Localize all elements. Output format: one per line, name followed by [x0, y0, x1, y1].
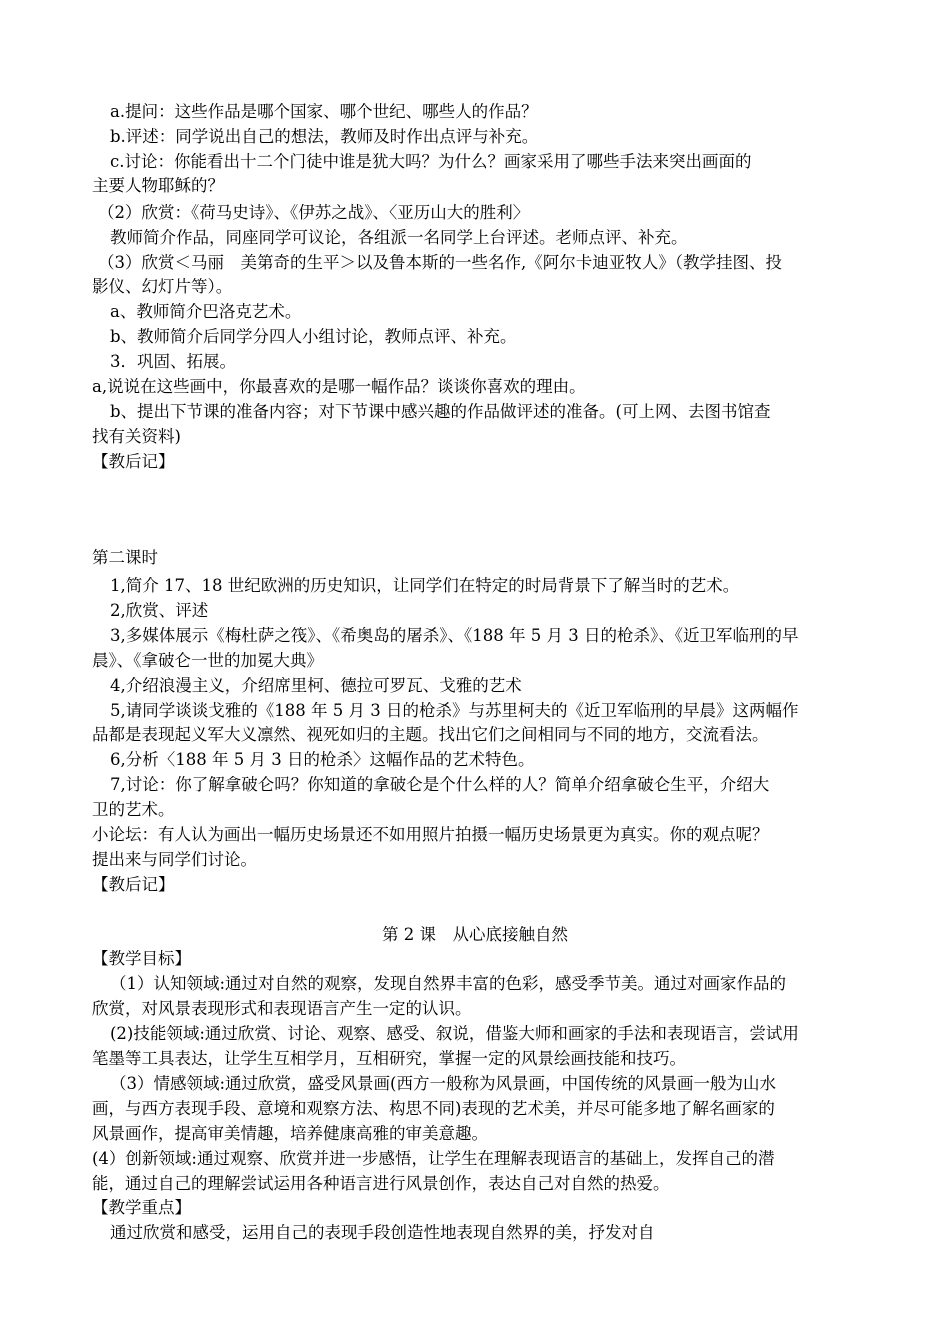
text-line: 晨》、《拿破仑一世的加冕大典》: [92, 651, 323, 670]
text-line: a、教师简介巴洛克艺术。: [110, 302, 302, 321]
text-line: a.提问：这些作品是哪个国家、哪个世纪、哪些人的作品？: [110, 102, 538, 121]
text-line: 5,请同学谈谈戈雅的《188 年 5 月 3 日的枪杀》与苏里柯夫的《近卫军临刑的早晨》这两幅作: [110, 701, 799, 720]
text-line: (4）创新领域:通过观察、欣赏并进一步感悟，让学生在理解表现语言的基础上，发挥自己的潜: [92, 1149, 775, 1168]
text-line: 通过欣赏和感受，运用自己的表现手段创造性地表现自然界的美，抒发对自: [110, 1223, 655, 1242]
text-line: （2）欣赏：《荷马史诗》、《伊苏之战》、〈亚历山大的胜利〉: [98, 203, 530, 222]
lesson-heading: 第二课时: [92, 548, 158, 567]
text-line: a,说说在这些画中，你最喜欢的是哪一幅作品？谈谈你喜欢的理由。: [92, 377, 586, 396]
section-heading: 【教学目标】: [92, 949, 191, 968]
text-line: 教师简介作品，同座同学可议论，各组派一名同学上台评述。老师点评、补充。: [110, 228, 688, 247]
text-line: b、教师简介后同学分四人小组讨论，教师点评、补充。: [110, 327, 517, 346]
section-heading: 【教学重点】: [92, 1198, 191, 1217]
text-line: b、提出下节课的准备内容；对下节课中感兴趣的作品做评述的准备。(可上网、去图书馆查: [110, 402, 771, 421]
text-line: （3）欣赏＜马丽 美第奇的生平＞以及鲁本斯的一些名作,《阿尔卡迪亚牧人》（教学挂图、投: [98, 253, 782, 272]
section-heading: 【教后记】: [92, 452, 175, 471]
text-line: c.讨论：你能看出十二个门徒中谁是犹大吗？为什么？画家采用了哪些手法来突出画面的: [110, 152, 752, 171]
text-line: 提出来与同学们讨论。: [92, 850, 257, 869]
text-line: 6,分析〈188 年 5 月 3 日的枪杀〉这幅作品的艺术特色。: [110, 750, 535, 769]
text-line: 小论坛：有人认为画出一幅历史场景还不如用照片拍摄一幅历史场景更为真实。你的观点呢？: [92, 825, 769, 844]
text-line: 3．巩固、拓展。: [110, 352, 236, 371]
text-line: (2)技能领域:通过欣赏、讨论、观察、感受、叙说，借鉴大师和画家的手法和表现语言，尝试用: [110, 1024, 799, 1043]
text-line: 画，与西方表现手段、意境和观察方法、构思不同)表现的艺术美，并尽可能多地了解名画家的: [92, 1099, 775, 1118]
text-line: 2,欣赏、评述: [110, 601, 209, 620]
text-line: 卫的艺术。: [92, 800, 175, 819]
text-line: 找有关资料): [92, 427, 181, 446]
text-line: 欣赏，对风景表现形式和表现语言产生一定的认识。: [92, 999, 472, 1018]
text-line: 4,介绍浪漫主义，介绍席里柯、德拉可罗瓦、戈雅的艺术: [110, 676, 522, 695]
text-line: 主要人物耶稣的？: [92, 176, 224, 195]
text-line: 3,多媒体展示《梅杜萨之筏》、《希奥岛的屠杀》、《188 年 5 月 3 日的枪杀》、《近卫军临刑的早: [110, 626, 799, 645]
section-heading: 【教后记】: [92, 875, 175, 894]
text-line: b.评述：同学说出自己的想法，教师及时作出点评与补充。: [110, 127, 539, 146]
text-line: 影仪、幻灯片等）。: [92, 277, 233, 296]
text-line: 品都是表现起义军大义凛然、视死如归的主题。找出它们之间相同与不同的地方，交流看法。: [92, 725, 769, 744]
text-line: 能，通过自己的理解尝试运用各种语言进行风景创作，表达自己对自然的热爱。: [92, 1174, 670, 1193]
text-line: （3）情感领域:通过欣赏，盛受风景画(西方一般称为风景画，中国传统的风景画一般为山水: [110, 1074, 776, 1093]
text-line: 7,讨论：你了解拿破仑吗？你知道的拿破仑是个什么样的人？简单介绍拿破仑生平，介绍大: [110, 775, 770, 794]
text-line: （1）认知领域:通过对自然的观察，发现自然界丰富的色彩，感受季节美。通过对画家作品的: [110, 974, 787, 993]
text-line: 风景画作，提高审美情趣，培养健康高雅的审美意趣。: [92, 1124, 488, 1143]
lesson-title: 第 2 课 从心底接触自然: [382, 925, 568, 944]
text-line: 笔墨等工具表达，让学生互相学月，互相研究，掌握一定的风景绘画技能和技巧。: [92, 1049, 686, 1068]
text-line: 1,简介 17、18 世纪欧洲的历史知识，让同学们在特定的时局背景下了解当时的艺术。: [110, 576, 740, 595]
